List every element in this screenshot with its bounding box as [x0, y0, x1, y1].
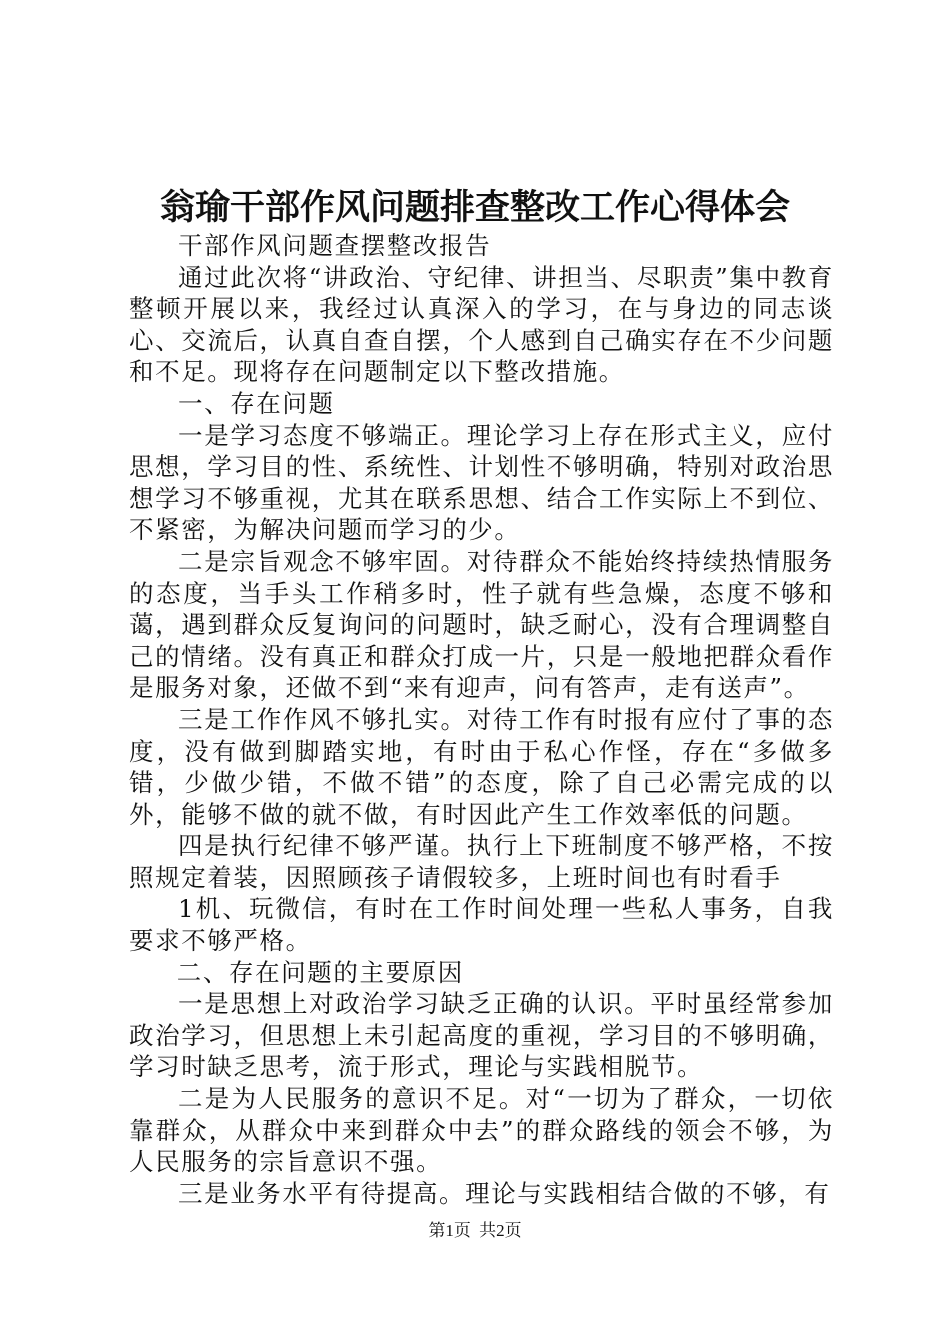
intro-paragraph: 通过此次将“讲政治、守纪律、讲担当、尽职责”集中教育整顿开展以来，我经过认真深入的学习，在与身边的同志谈心、交流后，认真自查自摆，个人感到自己确实存在不少问题和不足。现将存在问题制定以下整改措施。 [129, 262, 834, 387]
problem-paragraph-3: 三是工作作风不够扎实。对待工作有时报有应付了事的态度，没有做到脚踏实地，有时由于私心作怪，存在“多做多错，少做少错，不做不错”的态度，除了自己必需完成的以外，能够不做的就不做，有时因此产生工作效率低的问题。 [129, 704, 834, 829]
document-title: 翁瑜干部作风问题排查整改工作心得体会 [159, 187, 790, 228]
problem-paragraph-1: 一是学习态度不够端正。理论学习上存在形式主义，应付思想，学习目的性、系统性、计划性不够明确，特别对政治思想学习不够重视，尤其在联系思想、结合工作实际上不到位、不紧密，为解决问题而学习的少。 [129, 420, 834, 545]
cause-paragraph-3: 三是业务水平有待提高。理论与实践相结合做的不够，有 [178, 1178, 831, 1208]
cause-paragraph-1: 一是思想上对政治学习缺乏正确的认识。平时虽经常参加政治学习，但思想上未引起高度的重视，学习目的不够明确，学习时缺乏思考，流于形式，理论与实践相脱节。 [129, 989, 834, 1082]
section-heading-causes: 二、存在问题的主要原因 [176, 957, 464, 987]
total-pages: 共2页 [479, 1221, 522, 1240]
problem-paragraph-2: 二是宗旨观念不够牢固。对待群众不能始终持续热情服务的态度，当手头工作稍多时，性子就有些急燥，态度不够和蔼，遇到群众反复询问的问题时，缺乏耐心，没有合理调整自己的情绪。没有真正和群众打成一片，只是一般地把群众看作是服务对象，还做不到“来有迎声，问有答声，走有送声”。 [129, 546, 834, 703]
section-heading-problems: 一、存在问题 [178, 388, 335, 418]
cause-paragraph-2: 二是为人民服务的意识不足。对“一切为了群众，一切依靠群众，从群众中来到群众中去”的群众路线的领会不够，为人民服务的宗旨意识不强。 [129, 1084, 834, 1177]
problem-paragraph-4-continued: 1机、玩微信，有时在工作时间处理一些私人事务，自我要求不够严格。 [129, 894, 834, 956]
page-number: 第1页 [428, 1221, 471, 1240]
document-body [129, 230, 834, 1209]
report-subtitle: 干部作风问题查摆整改报告 [178, 231, 492, 260]
problem-paragraph-4: 四是执行纪律不够严谨。执行上下班制度不够严格，不按照规定着装，因照顾孩子请假较多，上班时间也有时看手 [129, 831, 834, 892]
page-footer [0, 1219, 950, 1243]
